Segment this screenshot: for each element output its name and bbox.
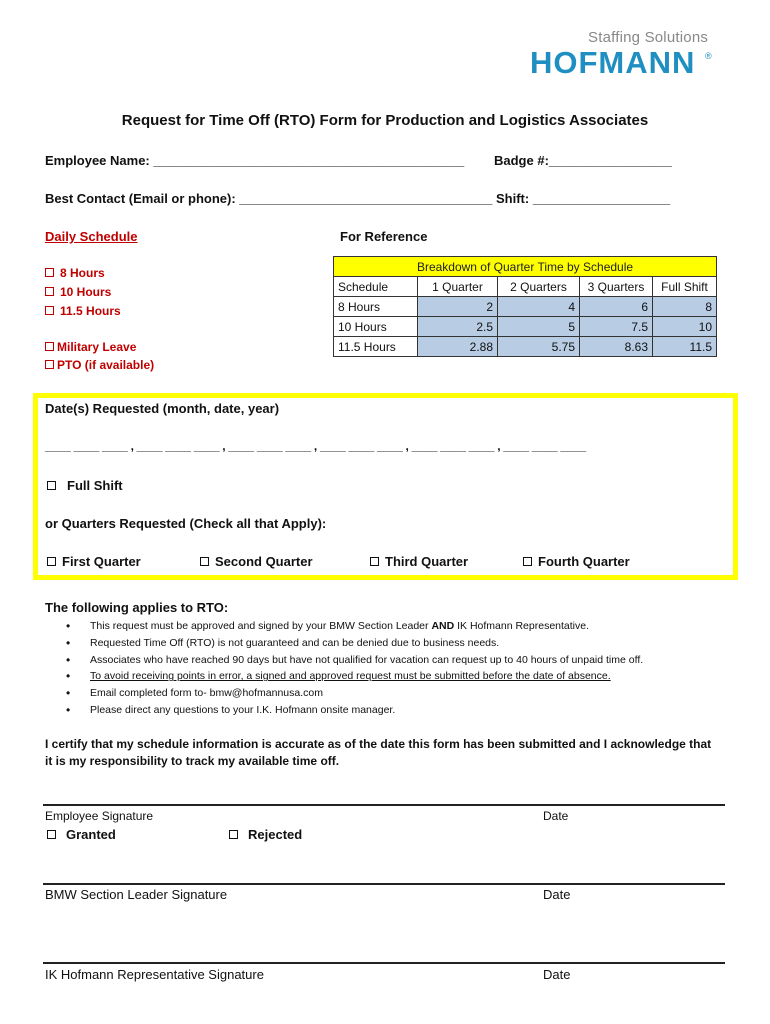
table-cell: 7.5 <box>580 317 653 337</box>
rules-list <box>66 618 643 719</box>
checkbox-icon[interactable] <box>45 268 54 277</box>
option-label: Military Leave <box>57 340 137 354</box>
shift-field[interactable]: Shift: ___________________ <box>496 191 671 206</box>
column-header: 2 Quarters <box>498 277 580 297</box>
option-label: 10 Hours <box>60 285 112 299</box>
list-item <box>66 618 643 635</box>
checkbox-icon[interactable] <box>47 830 56 839</box>
section-leader-date-label: Date <box>543 887 571 902</box>
checkbox-icon[interactable] <box>523 557 532 566</box>
rule-text: IK Hofmann Representative. <box>454 620 590 632</box>
rule-text: This request must be approved and signed by your BMW Section Leader <box>90 620 432 632</box>
option-label: Full Shift <box>67 478 123 493</box>
certify-line-1: I certify that my schedule information is accurate as of the date this form has been submitted and I acknowledge that <box>45 737 712 751</box>
registered-mark: ® <box>705 51 712 61</box>
employee-signature-line[interactable] <box>43 804 725 806</box>
checkbox-icon[interactable] <box>45 306 54 315</box>
ik-rep-date-label: Date <box>543 967 571 982</box>
dates-heading: Date(s) Requested (month, date, year) <box>45 401 280 416</box>
option-label: First Quarter <box>62 554 141 569</box>
checkbox-icon[interactable] <box>47 481 56 490</box>
list-item <box>66 668 643 685</box>
table-cell: 2.88 <box>418 337 498 357</box>
granted-option[interactable] <box>47 827 116 842</box>
rules-heading: The following applies to RTO: <box>45 600 229 615</box>
rule-emphasis: AND <box>431 620 455 632</box>
dates-blanks[interactable]: ____ ____ ____ , ____ ____ ____ , ____ ____ ____ , ____ ____ ____ , ____ ____ ____ , ____ ____ ____ <box>45 439 586 453</box>
employee-signature-label: Employee Signature <box>45 809 154 823</box>
table-row <box>334 337 717 357</box>
checkbox-icon[interactable] <box>200 557 209 566</box>
pto-option[interactable] <box>45 358 154 372</box>
checkbox-icon[interactable] <box>370 557 379 566</box>
fourth-quarter-option[interactable] <box>523 554 630 569</box>
column-header: 1 Quarter <box>418 277 498 297</box>
badge-field[interactable]: Badge #:_________________ <box>494 153 672 168</box>
list-item: • Email completed form to- bmw@hofmannusa.com <box>66 685 643 702</box>
table-header-row <box>334 277 717 297</box>
checkbox-icon[interactable] <box>45 360 54 369</box>
military-leave-option[interactable] <box>45 340 136 354</box>
option-label: Third Quarter <box>385 554 469 569</box>
rejected-option[interactable] <box>229 827 302 842</box>
full-shift-option[interactable] <box>47 478 123 493</box>
best-contact-field[interactable]: Best Contact (Email or phone): ___________________________________ <box>45 191 493 206</box>
list-item: • Requested Time Off (RTO) is not guaranteed and can be denied due to business needs. <box>66 635 643 652</box>
ik-rep-signature-label: IK Hofmann Representative Signature <box>45 967 264 982</box>
first-quarter-option[interactable] <box>47 554 141 569</box>
table-title: Breakdown of Quarter Time by Schedule <box>334 257 717 277</box>
schedule-option-8-hours[interactable] <box>45 266 105 280</box>
quarters-heading: or Quarters Requested (Check all that Apply): <box>45 516 327 531</box>
table-cell: 10 Hours <box>334 317 418 337</box>
checkbox-icon[interactable] <box>229 830 238 839</box>
table-cell: 11.5 Hours <box>334 337 418 357</box>
list-item: • Associates who have reached 90 days but have not qualified for vacation can request up to 40 hours of unpaid time off. <box>66 652 643 669</box>
list-item: • Please direct any questions to your I.K. Hofmann onsite manager. <box>66 702 643 719</box>
table-cell: 8 <box>653 297 717 317</box>
checkbox-icon[interactable] <box>47 557 56 566</box>
table-cell: 5 <box>498 317 580 337</box>
employee-date-label: Date <box>543 809 569 823</box>
table-cell: 2.5 <box>418 317 498 337</box>
dates-requested-box <box>33 393 738 580</box>
table-row <box>334 317 717 337</box>
employee-name-field[interactable]: Employee Name: ___________________________________________ <box>45 153 465 168</box>
section-leader-signature-label: BMW Section Leader Signature <box>45 887 228 902</box>
table-cell: 2 <box>418 297 498 317</box>
column-header: 3 Quarters <box>580 277 653 297</box>
reference-heading: For Reference <box>340 229 428 244</box>
table-cell: 11.5 <box>653 337 717 357</box>
option-label: Second Quarter <box>215 554 313 569</box>
schedule-option-11-5-hours[interactable] <box>45 304 121 318</box>
quarter-breakdown-table <box>333 256 717 357</box>
table-cell: 4 <box>498 297 580 317</box>
table-cell: 8 Hours <box>334 297 418 317</box>
company-logo: HOFMANN <box>530 45 696 80</box>
option-label: Fourth Quarter <box>538 554 630 569</box>
option-label: PTO (if available) <box>57 358 155 372</box>
logo-tagline: Staffing Solutions <box>588 29 709 46</box>
ik-rep-signature-line[interactable] <box>43 962 725 964</box>
column-header: Full Shift <box>653 277 717 297</box>
option-label: Granted <box>66 827 116 842</box>
option-label: 11.5 Hours <box>60 304 121 318</box>
second-quarter-option[interactable] <box>200 554 313 569</box>
table-cell: 5.75 <box>498 337 580 357</box>
third-quarter-option[interactable] <box>370 554 468 569</box>
table-cell: 10 <box>653 317 717 337</box>
certify-line-2: it is my responsibility to track my available time off. <box>45 754 340 768</box>
column-header: Schedule <box>334 277 418 297</box>
form-title: Request for Time Off (RTO) Form for Production and Logistics Associates <box>121 112 649 129</box>
option-label: Rejected <box>248 827 303 842</box>
table-row <box>334 297 717 317</box>
daily-schedule-heading: Daily Schedule <box>45 229 138 244</box>
table-cell: 6 <box>580 297 653 317</box>
rule-text: To avoid receiving points in error, a signed and approved request must be submitted before the date of absence. <box>90 670 611 683</box>
schedule-option-10-hours[interactable] <box>45 285 111 299</box>
checkbox-icon[interactable] <box>45 342 54 351</box>
option-label: 8 Hours <box>60 266 105 280</box>
table-cell: 8.63 <box>580 337 653 357</box>
checkbox-icon[interactable] <box>45 287 54 296</box>
section-leader-signature-line[interactable] <box>43 883 725 885</box>
